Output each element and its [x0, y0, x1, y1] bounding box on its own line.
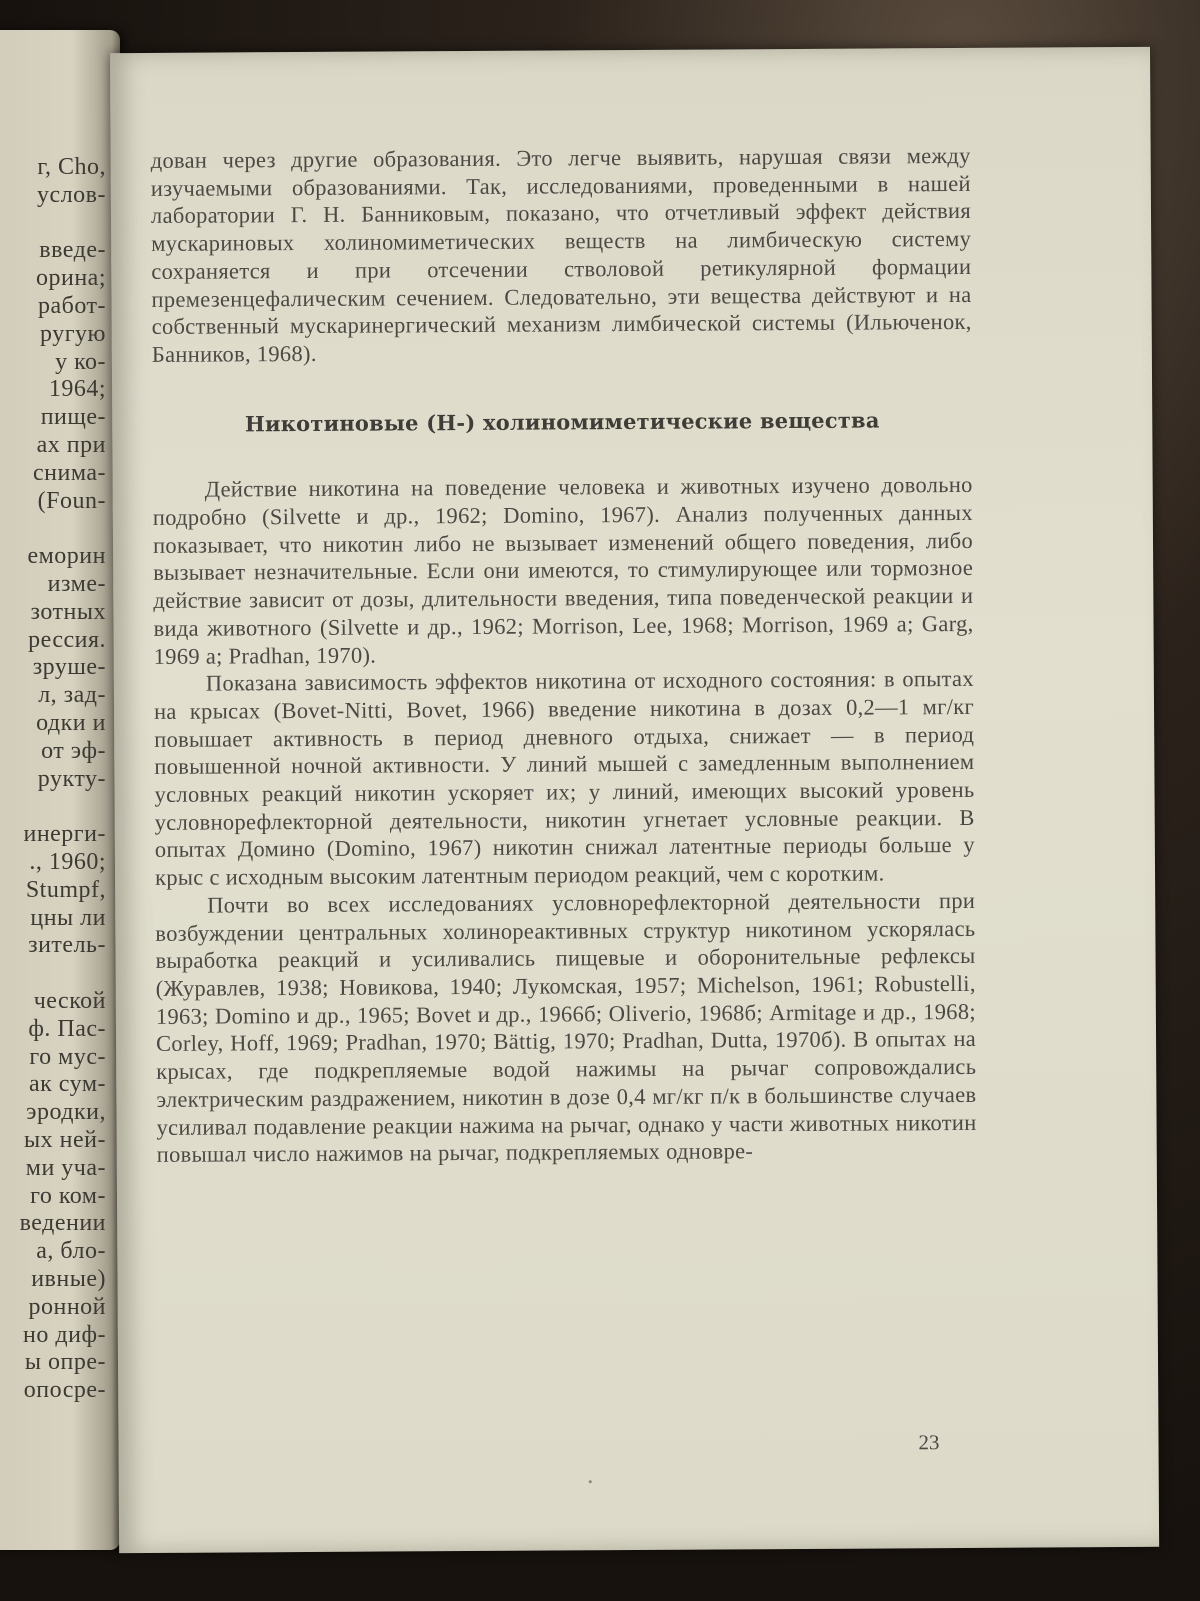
left-page-line: одки и — [36, 710, 106, 736]
left-page-line: рукту- — [37, 765, 106, 792]
left-page-line: работ- — [37, 293, 106, 319]
left-page-line: пище- — [40, 404, 106, 431]
paragraph-initial-state: Показана зависимость эффектов никотина от исходного состояния: в опытах на крысах (Bovet-Nitti, Bovet, 1966) введение никотина в дозах 0,2—1 мг/кг повышает активность в период дневного отдыха, снижает — в период повышенной ночной активности. У линий мышей с замедленным выполнением условных реакций никотин ускоряет их; у линий, имеющих высокий уровень условнорефлекторной деятельности, никотин угнетает условные реакции. В опытах Домино (Domino, 1967) никотин снижал латентные периоды больше у крыс с исходным высоким латентным периодом реакций, чем с коротким. — [153, 666, 975, 891]
left-page-line: но диф- — [23, 1321, 106, 1348]
left-page-line: (Foun- — [37, 487, 106, 514]
left-page-line: орина; — [35, 265, 106, 292]
left-page-line: еморин — [27, 543, 106, 570]
left-page-line: эродки, — [26, 1099, 106, 1126]
left-page-line: изме- — [47, 571, 106, 597]
section-heading: Никотиновые (Н-) холиномиметические вещества — [244, 407, 880, 436]
paper-speck — [589, 1480, 592, 1483]
left-page-line: ругую — [40, 320, 106, 347]
left-page-line: ы опре- — [24, 1349, 106, 1376]
left-page-line: рессия. — [28, 626, 106, 653]
left-page-line: снима- — [32, 459, 106, 486]
left-page-line: у ко- — [55, 348, 106, 375]
left-page-line: ми уча- — [25, 1154, 106, 1181]
left-page-line: введе- — [39, 237, 106, 264]
left-page-line: зруше- — [32, 654, 106, 681]
previous-page-fragment — [0, 30, 120, 1550]
left-page-line: зитель- — [28, 932, 106, 959]
left-page-line: 1964; — [48, 376, 106, 403]
left-page-line: г, Cho, — [37, 154, 106, 180]
paragraph-nicotine-behavior: Действие никотина на поведение человека и животных изучено довольно подробно (Silvette и др., 1962; Domino, 1967). Анализ полученных данных показывает, что никотин либо не вызывает изменений общего поведения, либо вызывает незначительные. Если они имеются, то стимулирующее или тормозное действие зависит от дозы, длительности введения, типа поведенческой реакции и вида животного (Silvette и др., 1962; Morrison, Lee, 1968; Morrison, 1969 а; Garg, 1969 а; Pradhan, 1970). — [152, 472, 974, 669]
intro-paragraph: дован через другие образования. Это легче выявить, нарушая связи между изучаемыми образованиями. Так, исследованиями, проведенными в нашей лаборатории Г. Н. Банниковым, показано, что отчетливый эффект действия мускариновых холиномиметических веществ на лимбическую систему сохраняется и при отсечении стволовой ретикулярной формации премезенцефалическим сечением. Следовательно, эти вещества действуют и на собственный мускаринергический механизм лимбической системы (Ильюченок, Банников, 1968). — [150, 142, 972, 367]
page-number: 23 — [918, 1430, 940, 1455]
left-page-line: цны ли — [30, 904, 106, 931]
left-page-line: ., 1960; — [29, 849, 106, 875]
left-page-line: инерги- — [23, 821, 106, 848]
page-text — [151, 142, 977, 1169]
book-page — [110, 47, 1159, 1553]
left-page-line: ах при — [36, 432, 106, 458]
left-page-line: го мус- — [29, 1043, 106, 1070]
left-page-line: а, бло- — [36, 1238, 106, 1265]
left-page-line: опосре- — [23, 1377, 106, 1404]
left-page-line: ведении — [19, 1210, 106, 1237]
left-page-line: зотных — [30, 598, 106, 625]
left-page-line: ронной — [28, 1293, 106, 1320]
left-page-line: от эф- — [41, 737, 106, 764]
left-page-line: ых ней- — [24, 1127, 106, 1153]
left-page-line: ф. Пас- — [28, 1015, 106, 1042]
left-page-line: ческой — [33, 988, 106, 1014]
left-page-line: го ком- — [30, 1182, 106, 1209]
paragraph-conditioned-reflex: Почти во всех исследованиях условнорефлекторной деятельности при возбуждении центральных холинореактивных структур никотином ускорялась выработка реакций и усиливались пищевые и оборонительные рефлексы (Журавлев, 1938; Новикова, 1940; Лукомская, 1957; Michelson, 1961; Robustelli, 1963; Domino и др., 1965; Bovet и др., 1966б; Oliverio, 1968б; Armitage и др., 1968; Corley, Hoff, 1969; Pradhan, 1970; Bättig, 1970; Pradhan, Dutta, 1970б). В опытах на крысах, где подкрепляемые водой нажимы на рычаг сопровождались электрическим раздражением, никотин в дозе 0,4 мг/кг п/к в большинстве случаев усиливал подавление реакции нажима на рычаг, однако у части животных никотин повышал число нажимов на рычаг, подкрепляемых одновре- — [155, 887, 977, 1168]
left-page-line: ивные) — [31, 1266, 106, 1292]
left-page-line: ак сум- — [28, 1071, 106, 1098]
left-page-line: Stumpf, — [25, 876, 106, 903]
left-page-line: услов- — [37, 181, 106, 208]
left-page-line: л, зад- — [38, 682, 106, 709]
